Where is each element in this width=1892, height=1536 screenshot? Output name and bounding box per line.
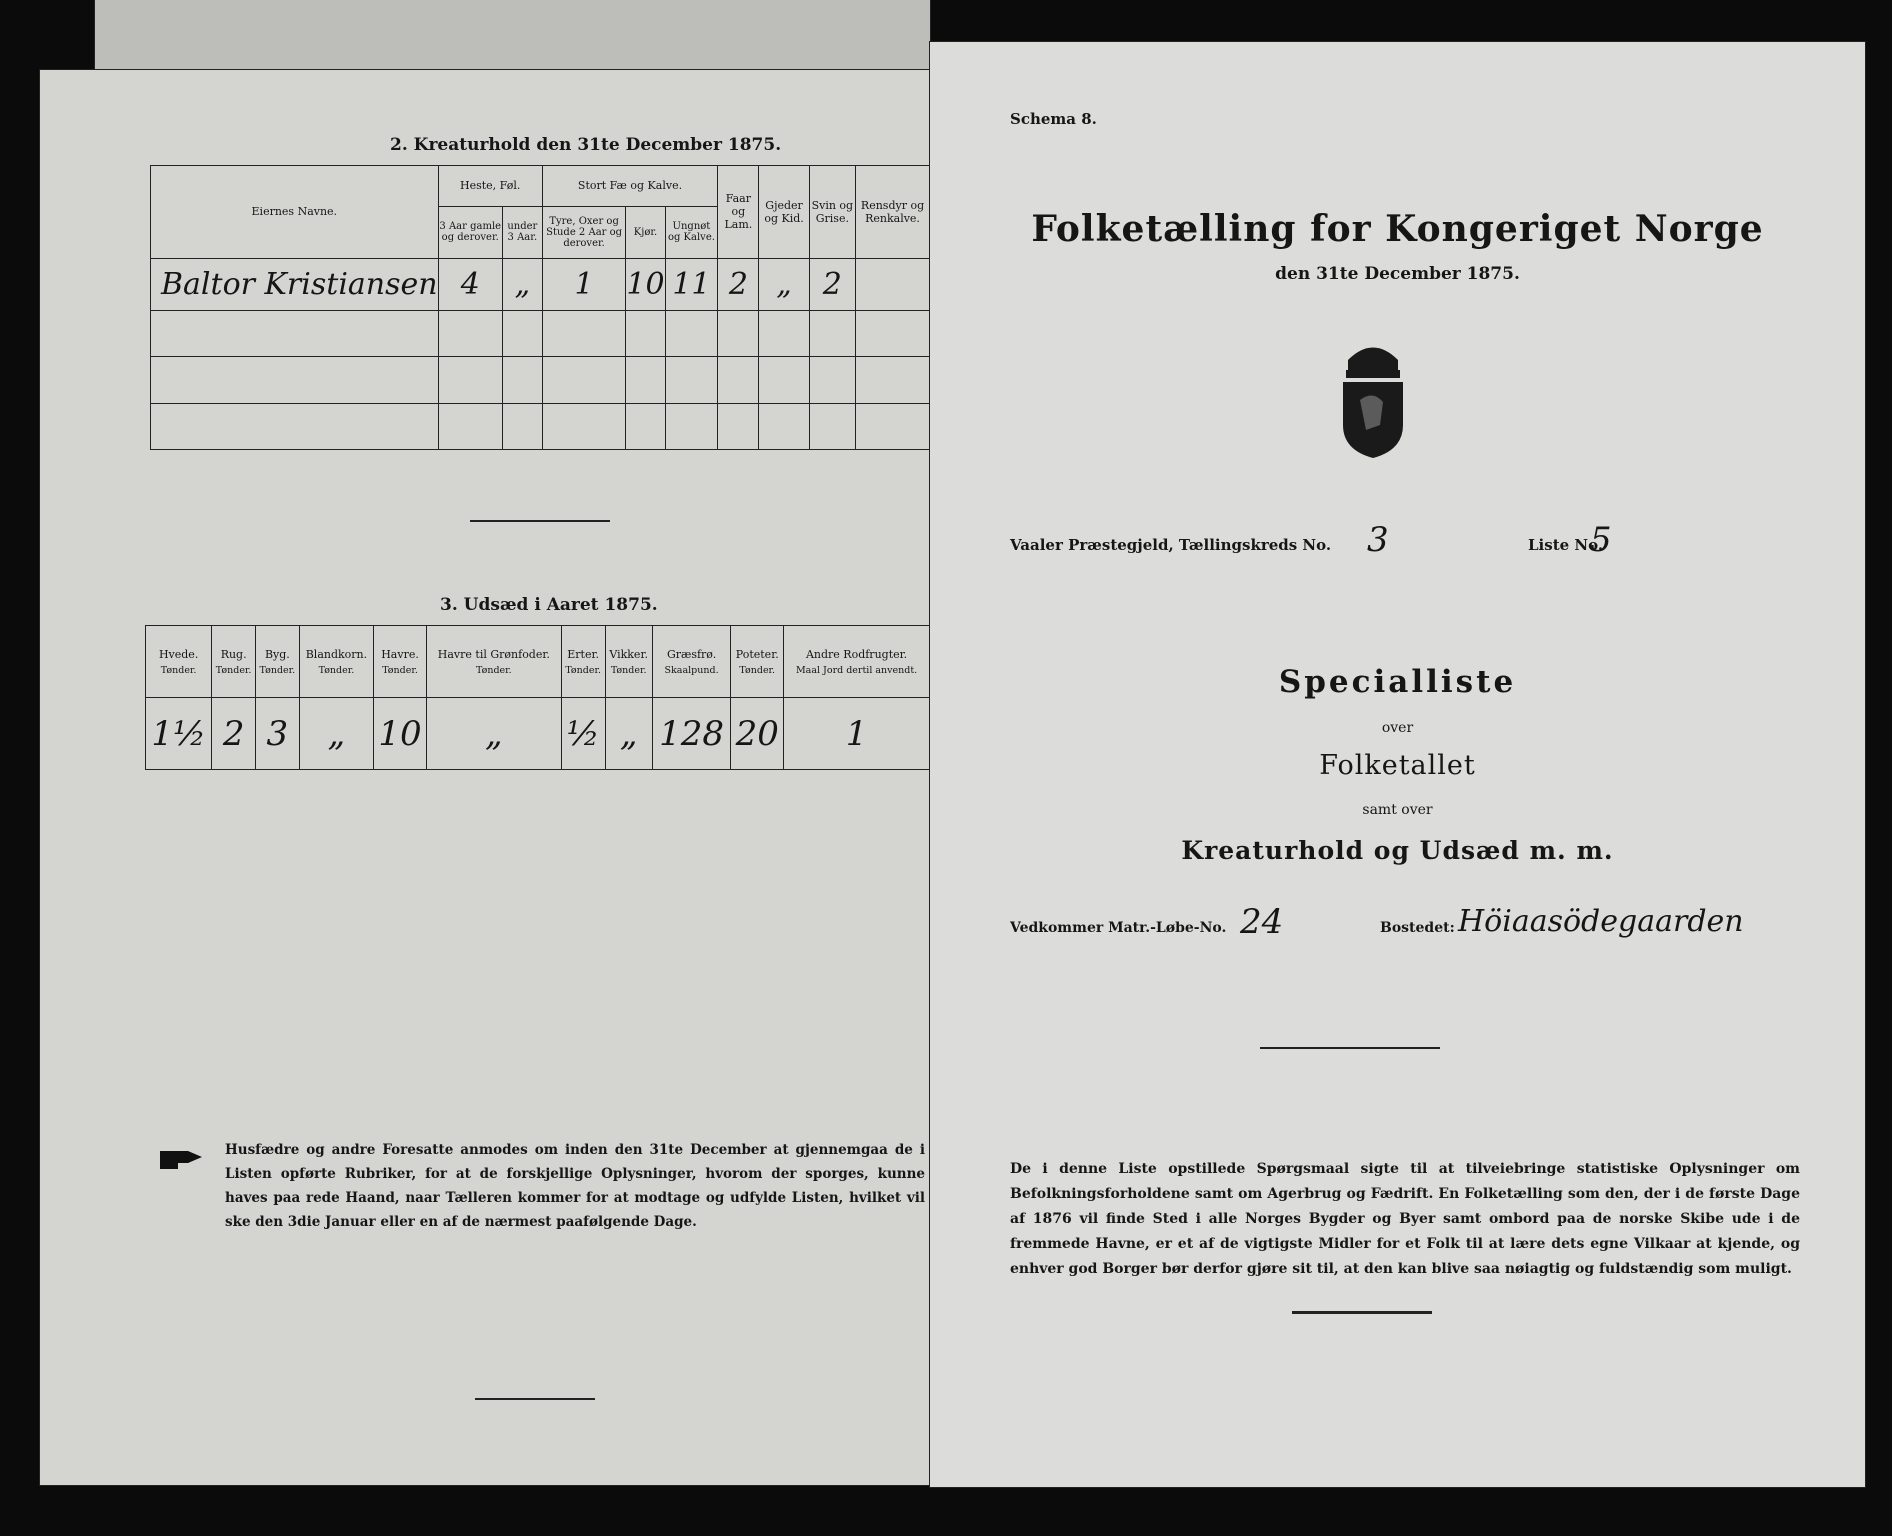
seed-header-unit: Skaalpund. [664, 664, 719, 676]
cattle-oxen-cell: 1 [542, 258, 626, 310]
owner-cell: Baltor Kristiansen [151, 258, 439, 310]
seed-header-unit: Tønder. [610, 664, 647, 676]
cattle-oxen-header: Tyre, Oxer og Stude 2 Aar og derover. [542, 206, 626, 258]
seed-value-cell: 2 [212, 698, 256, 770]
seed-header-name: Poteter. [735, 647, 779, 661]
horses-header: Heste, Føl. [438, 166, 542, 207]
seed-header-5 [426, 626, 561, 698]
pointing-hand-icon [158, 1145, 203, 1170]
list-label: Liste No. [1528, 536, 1604, 554]
seed-value-cell: ½ [561, 698, 605, 770]
seed-header-unit: Tønder. [318, 664, 355, 676]
seed-header-unit: Tønder. [739, 664, 776, 676]
cattle-young-cell: 11 [665, 258, 718, 310]
seed-header-0 [146, 626, 212, 698]
divider [470, 520, 610, 522]
pigs-header: Svin og Grise. [809, 166, 855, 259]
sheep-cell: 2 [718, 258, 759, 310]
matr-label: Vedkommer Matr.-Løbe-No. [1010, 920, 1227, 936]
seed-header-name: Havre. [381, 647, 419, 661]
seed-value-cell: 1 [784, 698, 930, 770]
seed-header-3 [299, 626, 373, 698]
seed-header-10 [784, 626, 930, 698]
info-paragraph: De i denne Liste opstillede Spørgsmaal sigte til at tilveiebringe statistiske Oplysninger om Befolkningsforholdene samt om Agerbrug og Fædrift. En Folketælling som den, der i de første Dage af 1876 vil finde Sted i alle Norges Bygder og Byer samt ombord paa de norske Skibe ude i de fremmede Havne, er et af de vigtigste Midler for et Folk til at lære dets egne Vilkaar at kjende, og enhver god Borger bør derfor gjøre sit til, at den kan blive saa nøiagtig og fuldstændig som muligt. [1010, 1161, 1800, 1277]
seed-header-unit: Tønder. [160, 664, 197, 676]
page-date: den 31te December 1875. [1275, 264, 1520, 284]
page-edge-strip [95, 0, 930, 70]
section3-title: 3. Udsæd i Aaret 1875. [440, 595, 658, 615]
pigs-cell: 2 [809, 258, 855, 310]
bosted-label: Bostedet: [1380, 920, 1455, 936]
seed-header-2 [256, 626, 300, 698]
seed-header-6 [561, 626, 605, 698]
cattle-cows-cell: 10 [626, 258, 665, 310]
norway-coat-of-arms-icon [1328, 330, 1418, 460]
seed-header-unit: Tønder. [215, 664, 252, 676]
goats-header: Gjeder og Kid. [759, 166, 809, 259]
seed-header-name: Havre til Grønfoder. [437, 647, 550, 661]
over-label: over [1381, 720, 1414, 736]
specialliste-heading: Specialliste [1278, 664, 1517, 700]
samt-over-label: samt over [1362, 802, 1433, 818]
seed-header-4 [374, 626, 427, 698]
kreaturhold-heading: Kreaturhold og Udsæd m. m. [1181, 836, 1614, 865]
cattle-young-header: Ungnøt og Kalve. [665, 206, 718, 258]
seed-value-cell: 3 [256, 698, 300, 770]
right-page [930, 42, 1865, 1487]
seed-value-cell: 128 [652, 698, 731, 770]
seed-header-name: Hvede. [158, 647, 199, 661]
page-title: Folketælling for Kongeriget Norge [1031, 208, 1764, 250]
seed-header-name: Rug. [220, 647, 247, 661]
seed-value-cell: „ [426, 698, 561, 770]
list-number: 5 [1590, 520, 1612, 560]
schema-label: Schema 8. [1010, 110, 1097, 128]
seed-header-8 [652, 626, 731, 698]
seed-value-cell: 10 [374, 698, 427, 770]
divider [1292, 1311, 1432, 1314]
horses-old-header: 3 Aar gamle og derover. [438, 206, 502, 258]
seed-header-name: Blandkorn. [305, 647, 368, 661]
seed-header-1 [212, 626, 256, 698]
seed-header-name: Græsfrø. [666, 647, 717, 661]
left-page [40, 70, 940, 1485]
seed-table [145, 625, 930, 770]
divider [1260, 1047, 1440, 1049]
seed-header-7 [605, 626, 652, 698]
seed-header-unit: Tønder. [565, 664, 601, 676]
seed-header-name: Vikker. [609, 647, 648, 661]
cattle-cows-header: Kjør. [626, 206, 665, 258]
seed-header-unit: Tønder. [259, 664, 296, 676]
owner-header: Eiernes Navne. [151, 166, 439, 259]
horses-young-header: under 3 Aar. [502, 206, 542, 258]
matr-number: 24 [1240, 902, 1284, 942]
goats-cell: „ [759, 258, 809, 310]
livestock-table [150, 165, 930, 450]
table-row [151, 258, 930, 310]
seed-value-cell: 1½ [146, 698, 212, 770]
folketallet-heading: Folketallet [1319, 750, 1476, 781]
seed-header-name: Erter. [567, 647, 600, 661]
seed-header-name: Byg. [264, 647, 290, 661]
seed-header-9 [731, 626, 784, 698]
sheep-header: Faar og Lam. [718, 166, 759, 259]
horses-old-cell: 4 [438, 258, 502, 310]
notice-text: Husfædre og andre Foresatte anmodes om inden den 31te December at gjennemgaa de i Listen opførte Rubriker, for at de forskjellige Oplysninger, hvorom der sporges, kunne haves paa rede Haand, naar Tælleren kommer for at modtage og udfylde Listen, hvilket vil ske den 3die Januar eller en af de nærmest paafølgende Dage. [225, 1142, 925, 1230]
reindeer-header: Rensdyr og Renkalve. [856, 166, 930, 259]
seed-header-unit: Tønder. [476, 664, 512, 676]
horses-young-cell: „ [502, 258, 542, 310]
reindeer-cell [856, 258, 930, 310]
seed-header-unit: Maal Jord dertil anvendt. [795, 664, 918, 676]
seed-value-cell: 20 [731, 698, 784, 770]
parish-label: Vaaler Præstegjeld, Tællingskreds No. [1010, 536, 1332, 554]
section2-title: 2. Kreaturhold den 31te December 1875. [390, 135, 782, 155]
seed-header-name: Andre Rodfrugter. [805, 647, 908, 661]
table-row [146, 698, 930, 770]
divider [475, 1398, 595, 1400]
seed-value-cell: „ [299, 698, 373, 770]
district-number: 3 [1367, 520, 1389, 560]
bosted-value: Höiaasödegaarden [1458, 904, 1744, 939]
seed-value-cell: „ [605, 698, 652, 770]
cattle-header: Stort Fæ og Kalve. [542, 166, 717, 207]
seed-header-unit: Tønder. [382, 664, 418, 676]
